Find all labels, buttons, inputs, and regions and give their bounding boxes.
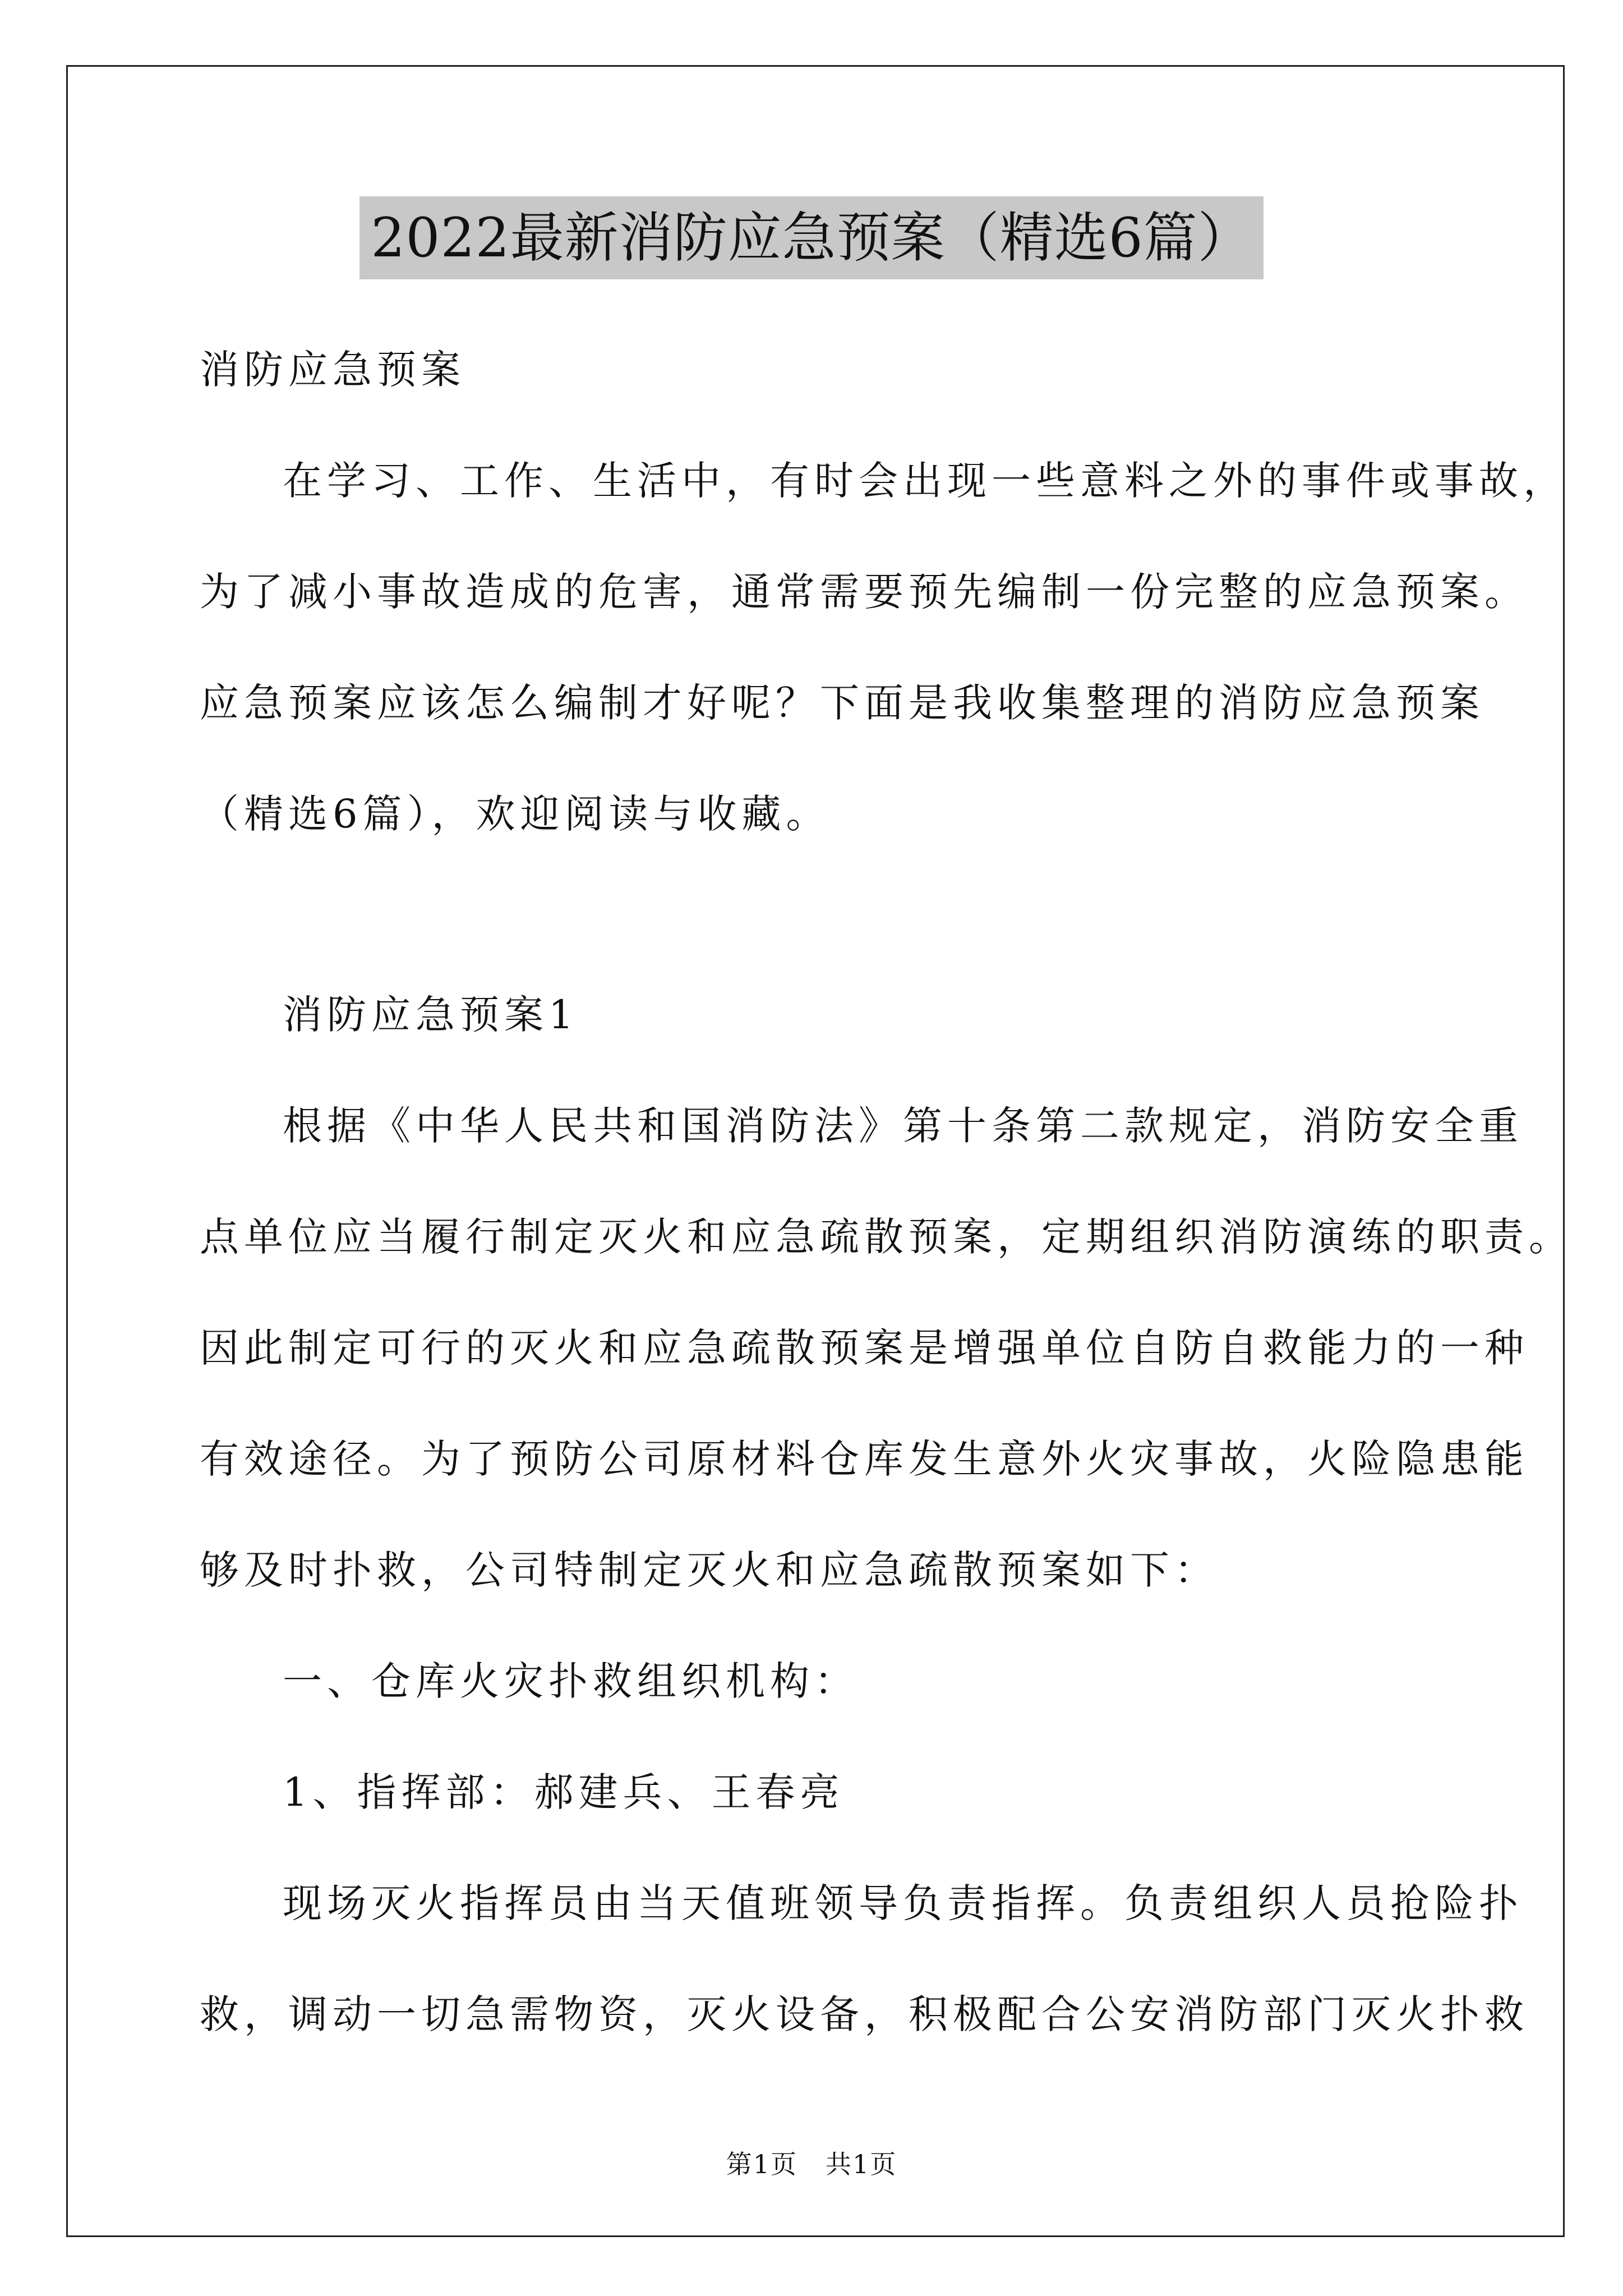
- document-body: [200, 314, 1573, 2070]
- page-total: 共1页: [826, 2149, 897, 2179]
- intro-line-2: 为了减小事故造成的危害，通常需要预先编制一份完整的应急预案。: [200, 569, 1529, 615]
- paragraph1-line-2: 点单位应当履行制定灭火和应急疏散预案，定期组织消防演练的职责。: [200, 1214, 1573, 1260]
- paragraph2-line-2: 救，调动一切急需物资，灭火设备，积极配合公安消防部门灭火扑救: [200, 1991, 1529, 2037]
- title-container: [0, 196, 1623, 279]
- section-heading: 消防应急预案1: [283, 992, 579, 1038]
- subtitle: 消防应急预案: [200, 347, 465, 393]
- item-1: 1、指挥部：郝建兵、王春亮: [283, 1769, 845, 1815]
- document-title: 2022最新消防应急预案（精选6篇）: [359, 196, 1263, 279]
- item-heading: 一、仓库火灾扑救组织机构：: [283, 1658, 859, 1704]
- intro-line-4: （精选6篇），欢迎阅读与收藏。: [200, 791, 831, 837]
- page-footer: [0, 2144, 1623, 2181]
- paragraph1-line-1: 根据《中华人民共和国消防法》第十条第二款规定，消防安全重: [283, 1103, 1523, 1149]
- intro-line-1: 在学习、工作、生活中，有时会出现一些意料之外的事件或事故，: [283, 458, 1567, 504]
- paragraph1-line-4: 有效途径。为了预防公司原材料仓库发生意外火灾事故，火险隐患能: [200, 1436, 1529, 1482]
- paragraph1-line-5: 够及时扑救，公司特制定灭火和应急疏散预案如下：: [200, 1547, 1219, 1593]
- paragraph1-line-3: 因此制定可行的灭火和应急疏散预案是增强单位自防自救能力的一种: [200, 1325, 1529, 1371]
- section-spacer: [200, 869, 1433, 959]
- intro-line-3: 应急预案应该怎么编制才好呢？下面是我收集整理的消防应急预案: [200, 680, 1484, 726]
- paragraph2-line-1: 现场灭火指挥员由当天值班领导负责指挥。负责组织人员抢险扑: [283, 1880, 1523, 1926]
- page-number: 第1页: [726, 2149, 797, 2179]
